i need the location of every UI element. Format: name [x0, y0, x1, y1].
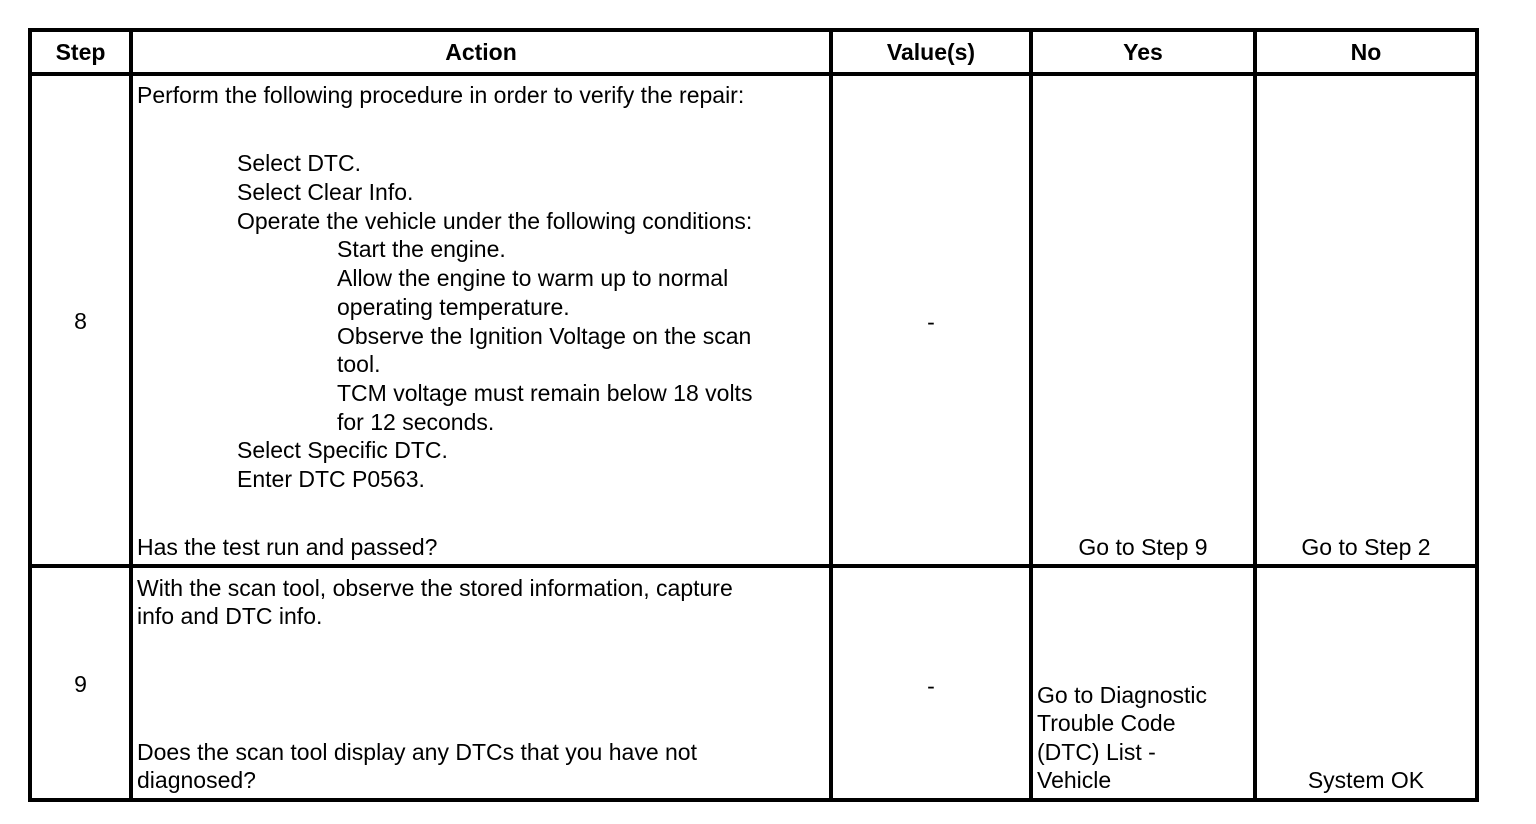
- header-values: Value(s): [886, 39, 976, 65]
- action-step: Enter DTC P0563.: [237, 466, 425, 492]
- action-substep: for 12 seconds.: [337, 409, 495, 435]
- column-divider: [129, 32, 133, 798]
- header-divider: [32, 72, 1475, 76]
- yes-result: Vehicle: [1037, 767, 1112, 793]
- no-result: Go to Step 2: [1301, 534, 1431, 560]
- action-step: Select Clear Info.: [237, 179, 414, 205]
- action-substep: Allow the engine to warm up to normal: [337, 265, 729, 291]
- yes-result: (DTC) List -: [1037, 739, 1156, 765]
- action-question: diagnosed?: [137, 767, 256, 793]
- column-divider: [1253, 32, 1257, 798]
- header-yes: Yes: [1123, 39, 1163, 65]
- header-step: Step: [55, 39, 106, 65]
- action-intro: info and DTC info.: [137, 603, 323, 629]
- action-substep: TCM voltage must remain below 18 volts: [337, 380, 753, 406]
- action-question: Does the scan tool display any DTCs that you have not: [137, 739, 697, 765]
- header-no: No: [1350, 39, 1382, 65]
- action-intro: With the scan tool, observe the stored information, capture: [137, 575, 733, 601]
- action-step: Select Specific DTC.: [237, 437, 448, 463]
- header-action: Action: [445, 39, 517, 65]
- no-result: System OK: [1307, 767, 1425, 793]
- yes-result: Go to Diagnostic: [1037, 682, 1208, 708]
- value-cell: -: [927, 309, 935, 335]
- action-step: Operate the vehicle under the following conditions:: [237, 208, 753, 234]
- yes-result: Trouble Code: [1037, 710, 1176, 736]
- action-intro: Perform the following procedure in order to verify the repair:: [137, 82, 745, 108]
- action-substep: tool.: [337, 351, 381, 377]
- action-substep: Start the engine.: [337, 236, 506, 262]
- step-number: 8: [74, 308, 87, 334]
- diagnostic-table: [28, 28, 1479, 802]
- action-substep: Observe the Ignition Voltage on the scan: [337, 323, 752, 349]
- yes-result: Go to Step 9: [1078, 534, 1208, 560]
- row-divider: [32, 564, 1475, 568]
- action-question: Has the test run and passed?: [137, 534, 438, 560]
- action-step: Select DTC.: [237, 150, 361, 176]
- column-divider: [1029, 32, 1033, 798]
- value-cell: -: [927, 673, 935, 699]
- step-number: 9: [74, 671, 87, 697]
- action-substep: operating temperature.: [337, 294, 570, 320]
